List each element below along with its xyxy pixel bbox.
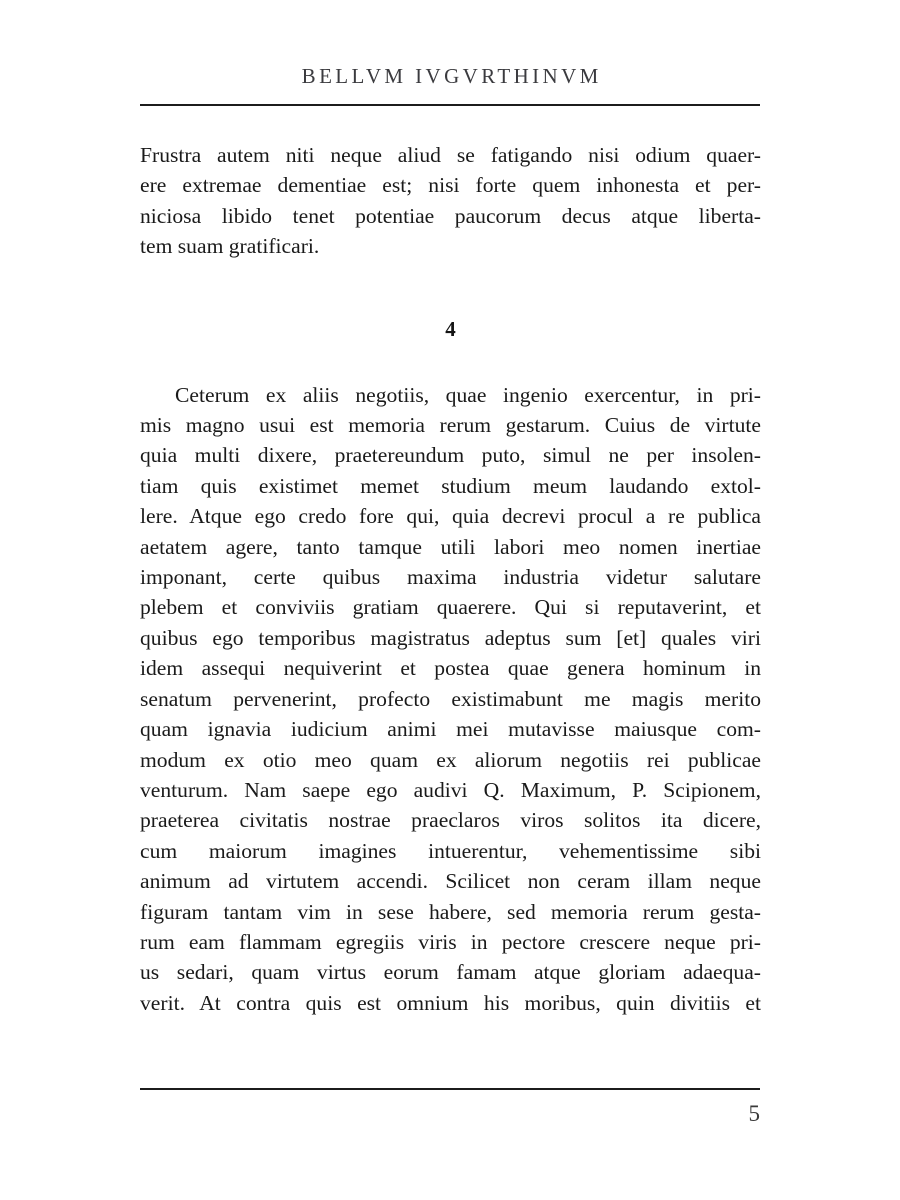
text-line: imponant, certe quibus maxima industria videtur salutare: [140, 565, 761, 590]
running-head: BELLVM IVGVRTHINVM: [301, 64, 602, 88]
text-block: [140, 140, 761, 1018]
text-line: us sedari, quam virtus eorum famam atque gloriam adaequa-: [140, 960, 761, 985]
text-line: rum eam flammam egregiis viris in pectore crescere neque pri-: [140, 929, 761, 954]
header-rule: [140, 104, 760, 106]
text-line: verit. At contra quis est omnium his moribus, quin divitiis et: [140, 990, 761, 1015]
text-line: animum ad virtutem accendi. Scilicet non ceram illam neque: [140, 869, 761, 894]
text-line: tiam quis existimet memet studium meum laudando extol-: [140, 473, 761, 498]
text-line: niciosa libido tenet potentiae paucorum decus atque liberta-: [140, 203, 761, 228]
text-line: modum ex otio meo quam ex aliorum negotiis rei publicae: [140, 747, 761, 772]
footer-rule: [140, 1088, 760, 1090]
text-line: cum maiorum imagines intuerentur, vehementissime sibi: [140, 838, 761, 863]
text-line: aetatem agere, tanto tamque utili labori meo nomen inertiae: [140, 534, 761, 559]
text-line: venturum. Nam saepe ego audivi Q. Maximum, P. Scipionem,: [140, 777, 761, 802]
text-line: tem suam gratificari.: [140, 234, 320, 259]
text-line: Ceterum ex aliis negotiis, quae ingenio exercentur, in pri-: [175, 382, 761, 407]
text-line: lere. Atque ego credo fore qui, quia decrevi procul a re publica: [140, 504, 761, 529]
text-line: quia multi dixere, praetereundum puto, simul ne per insolen-: [140, 443, 761, 468]
text-line: mis magno usui est memoria rerum gestarum. Cuius de virtute: [140, 413, 761, 438]
section-number: 4: [445, 316, 456, 341]
text-line: figuram tantam vim in sese habere, sed memoria rerum gesta-: [140, 899, 761, 924]
text-line: quibus ego temporibus magistratus adeptus sum [et] quales viri: [140, 625, 761, 650]
paragraph-section-4: [140, 380, 761, 1019]
text-line: praeterea civitatis nostrae praeclaros viros solitos ita dicere,: [140, 808, 761, 833]
text-line: plebem et conviviis gratiam quaerere. Qui si reputaverint, et: [140, 595, 761, 620]
page-number: 5: [748, 1101, 760, 1126]
text-line: senatum pervenerint, profecto existimabunt me magis merito: [140, 686, 761, 711]
paragraph-continued: [140, 140, 761, 262]
text-line: idem assequi nequiverint et postea quae genera hominum in: [140, 656, 761, 681]
text-line: ere extremae dementiae est; nisi forte quem inhonesta et per-: [140, 173, 761, 198]
text-line: Frustra autem niti neque aliud se fatigando nisi odium quaer-: [140, 143, 761, 167]
text-line: quam ignavia iudicium animi mei mutavisse maiusque com-: [140, 717, 761, 742]
